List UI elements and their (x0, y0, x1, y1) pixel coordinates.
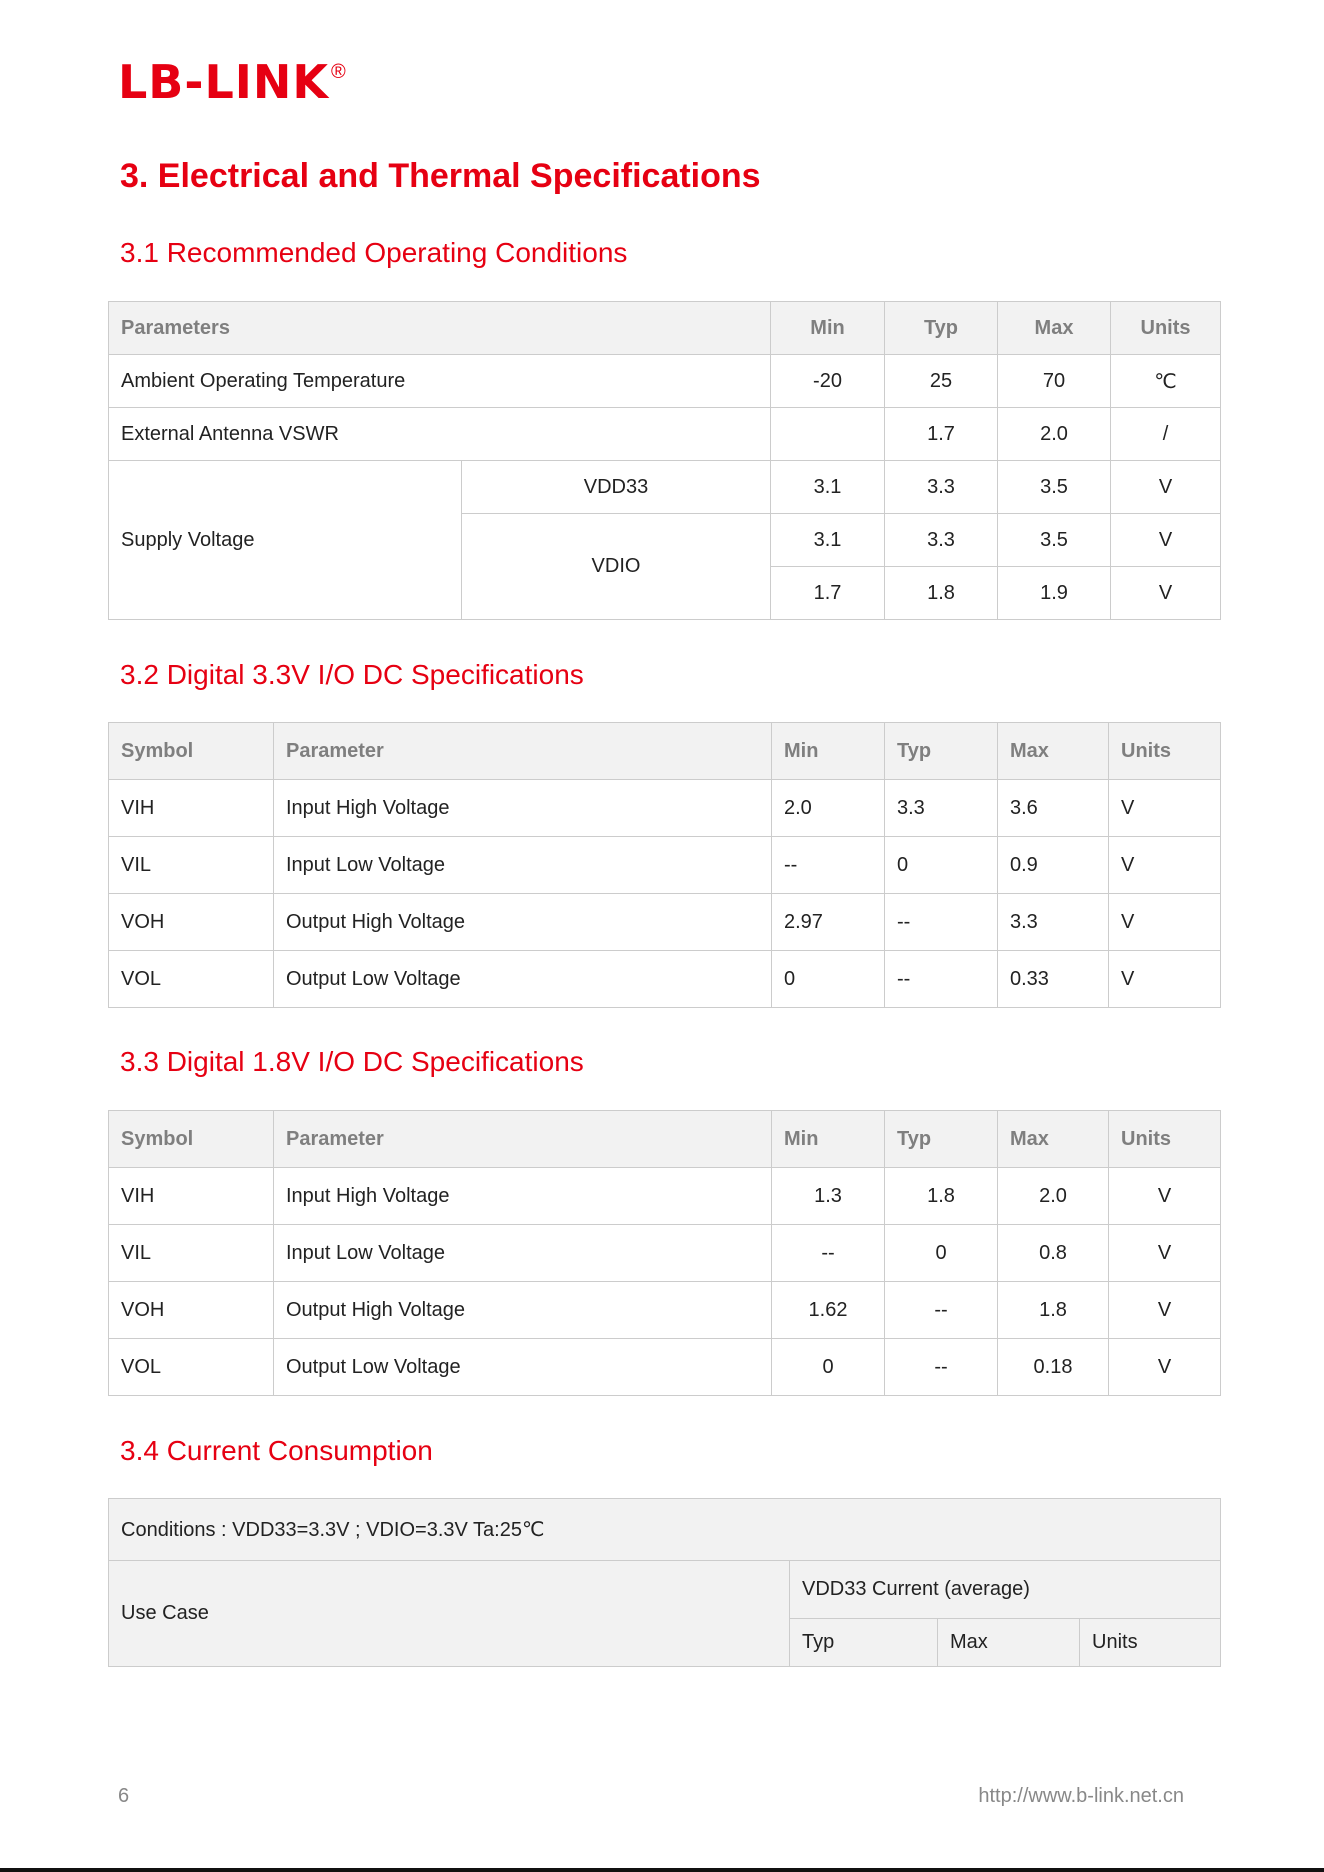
brand-logo (118, 56, 346, 108)
value-cell: 70 (998, 355, 1111, 408)
value-cell: 0.18 (998, 1339, 1109, 1396)
col-header: Min (772, 723, 885, 780)
col-header: Max (998, 1111, 1109, 1168)
symbol-cell: VOH (109, 1282, 274, 1339)
value-cell: 1.8 (998, 1282, 1109, 1339)
registered-mark: ® (331, 61, 346, 83)
logo-text: LB-LINK (118, 55, 330, 109)
col-header: Symbol (109, 723, 274, 780)
value-cell: 1.8 (885, 1168, 998, 1225)
table-header-row (109, 723, 1221, 780)
value-cell: -- (772, 1225, 885, 1282)
value-cell: -- (885, 1339, 998, 1396)
unit-cell: V (1111, 567, 1221, 620)
section-heading-3-2: 3.2 Digital 3.3V I/O DC Specifications (120, 659, 584, 690)
col-header: Max (998, 723, 1109, 780)
param-cell: Input High Voltage (274, 1168, 772, 1225)
table-row (109, 1282, 1221, 1339)
table-row (109, 951, 1221, 1008)
page-title: 3. Electrical and Thermal Specifications (120, 157, 761, 195)
param-cell: External Antenna VSWR (109, 408, 771, 461)
value-cell: 3.3 (885, 461, 998, 514)
value-cell: 2.97 (772, 894, 885, 951)
value-cell: -- (885, 894, 998, 951)
value-cell: 3.5 (998, 514, 1111, 567)
table-row (109, 355, 1221, 408)
col-header: Typ (885, 723, 998, 780)
table-row (109, 408, 1221, 461)
table-header-row (109, 1561, 1221, 1619)
operating-conditions-table (108, 301, 1221, 620)
unit-cell: V (1109, 780, 1221, 837)
value-cell: 1.9 (998, 567, 1111, 620)
col-header: Max (938, 1619, 1080, 1667)
param-cell: Input Low Voltage (274, 1225, 772, 1282)
value-cell: 3.3 (885, 514, 998, 567)
digital-33v-table (108, 722, 1221, 1008)
param-cell: Output High Voltage (274, 894, 772, 951)
col-header: Parameter (274, 723, 772, 780)
sub-param-cell: VDIO (462, 514, 771, 620)
unit-cell: ℃ (1111, 355, 1221, 408)
col-header: Min (771, 302, 885, 355)
unit-cell: V (1109, 1225, 1221, 1282)
symbol-cell: VOH (109, 894, 274, 951)
use-case-header: Use Case (109, 1561, 790, 1667)
value-cell: 3.3 (998, 894, 1109, 951)
sub-param-cell: VDD33 (462, 461, 771, 514)
symbol-cell: VIL (109, 837, 274, 894)
section-heading-3-1: 3.1 Recommended Operating Conditions (120, 237, 628, 268)
value-cell: 1.62 (772, 1282, 885, 1339)
value-cell: 2.0 (772, 780, 885, 837)
unit-cell: V (1109, 1282, 1221, 1339)
value-cell: 3.6 (998, 780, 1109, 837)
col-header: Typ (885, 302, 998, 355)
section-heading-3-4: 3.4 Current Consumption (120, 1435, 433, 1466)
param-cell: Output High Voltage (274, 1282, 772, 1339)
value-cell: 2.0 (998, 408, 1111, 461)
value-cell: 1.8 (885, 567, 998, 620)
value-cell: 3.5 (998, 461, 1111, 514)
param-cell: Input High Voltage (274, 780, 772, 837)
col-header: Parameter (274, 1111, 772, 1168)
unit-cell: V (1109, 1339, 1221, 1396)
unit-cell: / (1111, 408, 1221, 461)
symbol-cell: VOL (109, 1339, 274, 1396)
col-header: Units (1080, 1619, 1221, 1667)
param-cell: Output Low Voltage (274, 1339, 772, 1396)
table-row (109, 837, 1221, 894)
value-cell: -- (885, 951, 998, 1008)
unit-cell: V (1111, 514, 1221, 567)
section-heading-3-3: 3.3 Digital 1.8V I/O DC Specifications (120, 1046, 584, 1077)
table-row (109, 1225, 1221, 1282)
value-cell: 0.33 (998, 951, 1109, 1008)
value-cell: 0.8 (998, 1225, 1109, 1282)
value-cell: -- (885, 1282, 998, 1339)
symbol-cell: VIH (109, 780, 274, 837)
value-cell: 1.7 (771, 567, 885, 620)
col-header: Max (998, 302, 1111, 355)
value-cell: 1.7 (885, 408, 998, 461)
current-consumption-table (108, 1498, 1221, 1667)
unit-cell: V (1109, 894, 1221, 951)
table-row (109, 461, 1221, 514)
symbol-cell: VIL (109, 1225, 274, 1282)
conditions-cell: Conditions : VDD33=3.3V ; VDIO=3.3V Ta:25℃ (109, 1499, 1221, 1561)
param-cell: Ambient Operating Temperature (109, 355, 771, 408)
value-cell: 1.3 (772, 1168, 885, 1225)
symbol-cell: VOL (109, 951, 274, 1008)
col-header: Min (772, 1111, 885, 1168)
digital-18v-table (108, 1110, 1221, 1396)
col-header: Parameters (109, 302, 771, 355)
page-number: 6 (118, 1785, 130, 1807)
value-cell: 2.0 (998, 1168, 1109, 1225)
value-cell: 0.9 (998, 837, 1109, 894)
bottom-divider (0, 1868, 1324, 1872)
current-header: VDD33 Current (average) (790, 1561, 1221, 1619)
value-cell (771, 408, 885, 461)
value-cell: -20 (771, 355, 885, 408)
param-cell: Input Low Voltage (274, 837, 772, 894)
col-header: Units (1109, 1111, 1221, 1168)
param-cell: Supply Voltage (109, 461, 462, 620)
value-cell: 3.3 (885, 780, 998, 837)
table-row (109, 1168, 1221, 1225)
value-cell: -- (772, 837, 885, 894)
table-header-row (109, 1111, 1221, 1168)
col-header: Typ (790, 1619, 938, 1667)
unit-cell: V (1109, 951, 1221, 1008)
value-cell: 3.1 (771, 514, 885, 567)
table-row (109, 894, 1221, 951)
value-cell: 25 (885, 355, 998, 408)
table-row (109, 780, 1221, 837)
conditions-row (109, 1499, 1221, 1561)
table-row (109, 1339, 1221, 1396)
col-header: Typ (885, 1111, 998, 1168)
footer-url[interactable]: http://www.b-link.net.cn (978, 1785, 1184, 1807)
unit-cell: V (1109, 837, 1221, 894)
value-cell: 0 (885, 1225, 998, 1282)
value-cell: 3.1 (771, 461, 885, 514)
value-cell: 0 (885, 837, 998, 894)
unit-cell: V (1111, 461, 1221, 514)
col-header: Units (1111, 302, 1221, 355)
value-cell: 0 (772, 1339, 885, 1396)
col-header: Units (1109, 723, 1221, 780)
col-header: Symbol (109, 1111, 274, 1168)
table-header-row (109, 302, 1221, 355)
unit-cell: V (1109, 1168, 1221, 1225)
value-cell: 0 (772, 951, 885, 1008)
param-cell: Output Low Voltage (274, 951, 772, 1008)
symbol-cell: VIH (109, 1168, 274, 1225)
